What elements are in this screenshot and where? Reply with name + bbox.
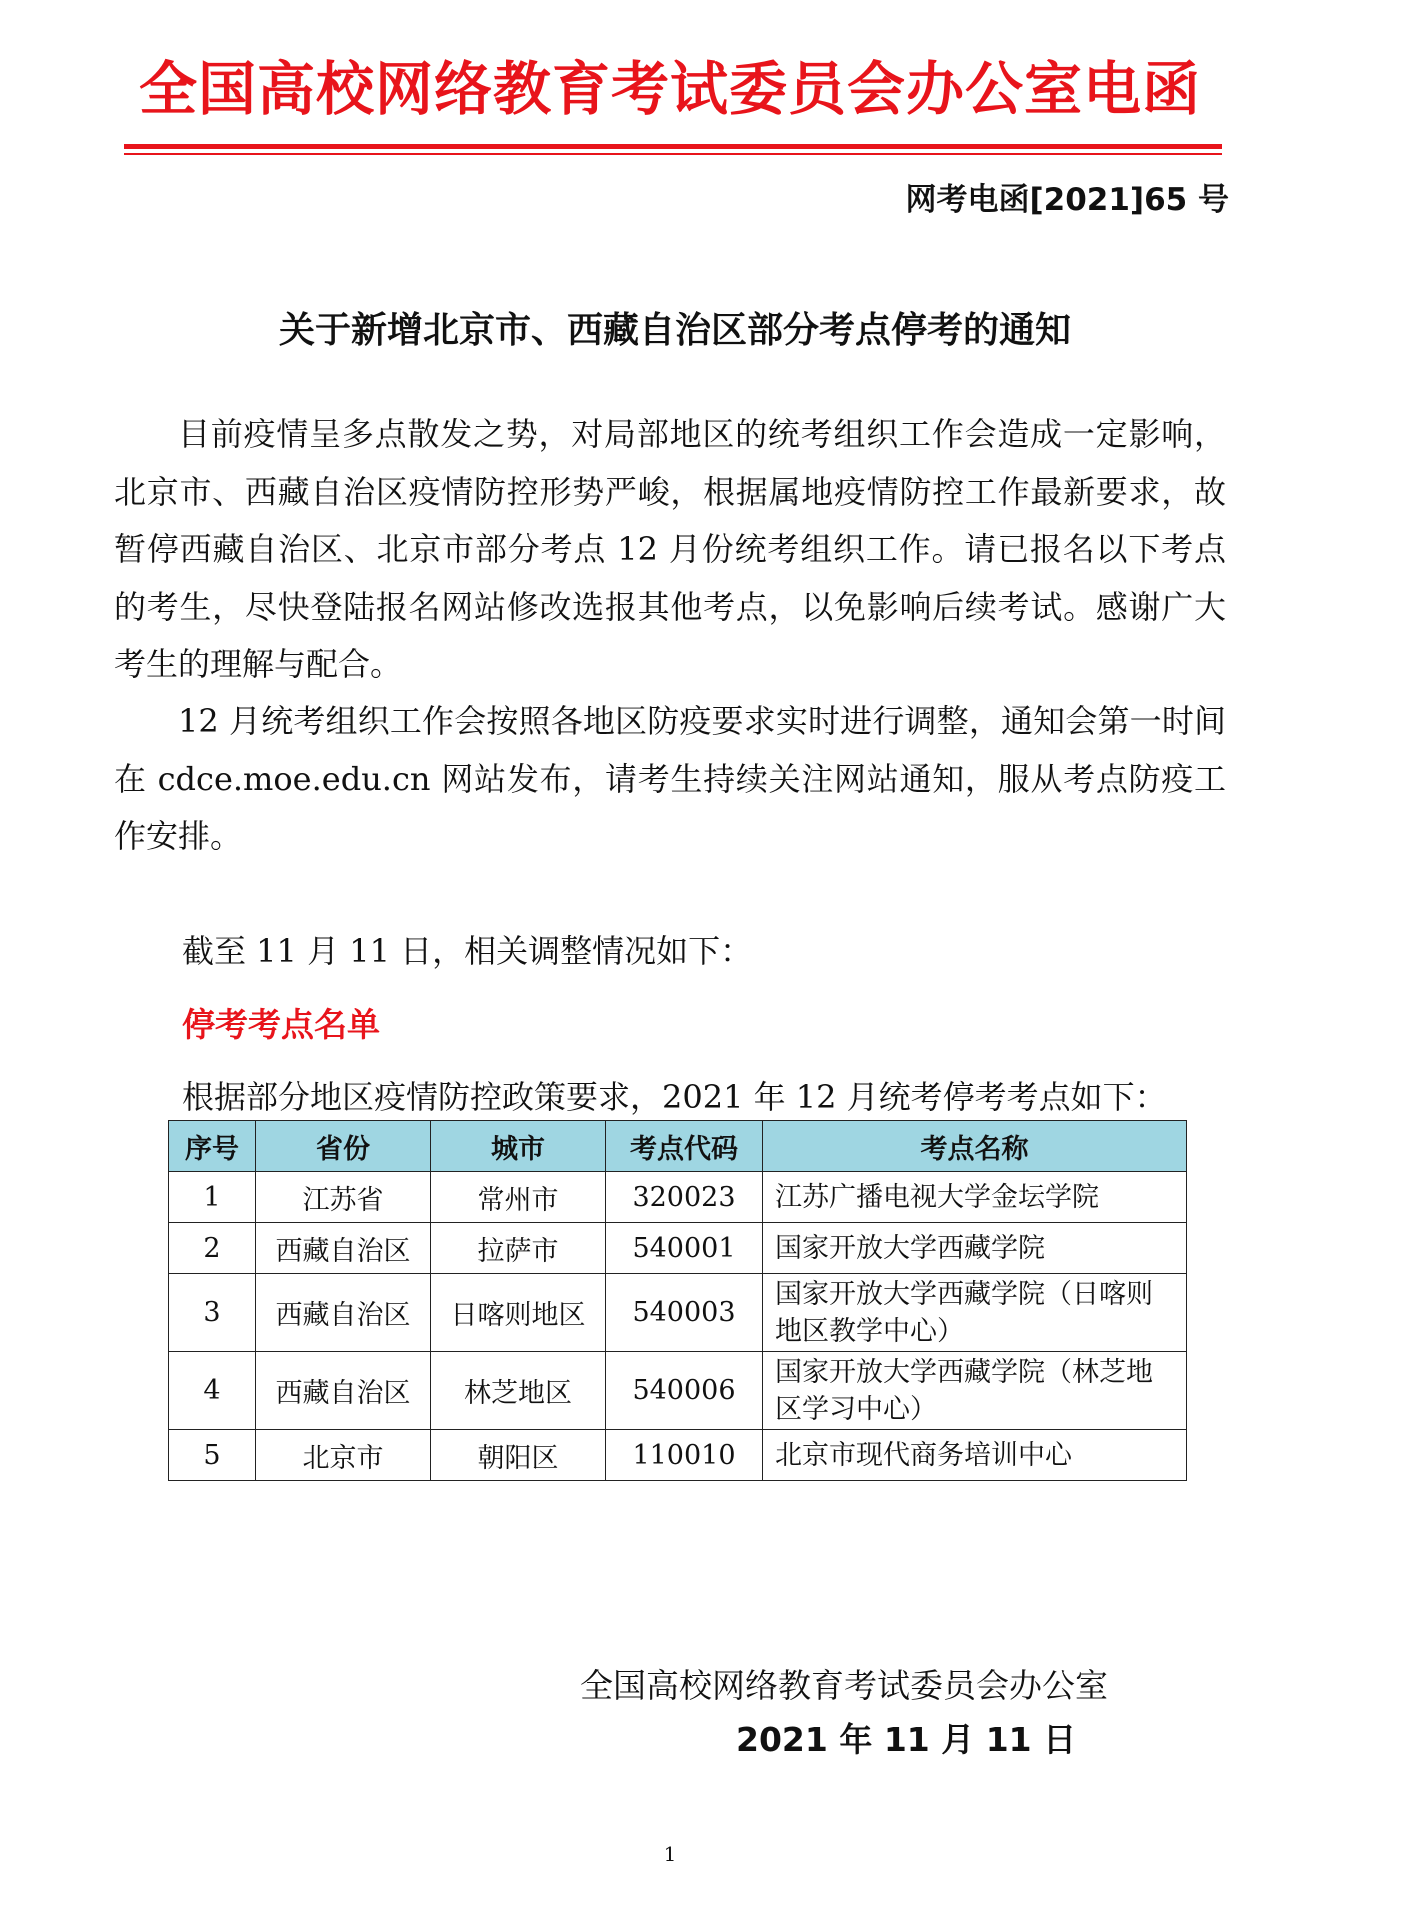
cell-city: 日喀则地区 <box>431 1274 606 1352</box>
table-intro: 根据部分地区疫情防控政策要求，2021 年 12 月统考停考考点如下： <box>182 1078 1167 1116</box>
header-no: 序号 <box>169 1121 256 1172</box>
table-row <box>169 1430 1187 1481</box>
paragraph-2: 12 月统考组织工作会按照各地区防疫要求实时进行调整，通知会第一时间在 cdce.moe.edu.cn 网站发布，请考生持续关注网站通知，服从考点防疫工作安排。 <box>114 702 1226 855</box>
page-number: 1 <box>663 1842 677 1866</box>
header-province: 省份 <box>256 1121 431 1172</box>
paragraph-1: 目前疫情呈多点散发之势，对局部地区的统考组织工作会造成一定影响，北京市、西藏自治区疫情防控形势严峻，根据属地疫情防控工作最新要求，故暂停西藏自治区、北京市部分考点 12 月份统考组织工作。请已报名以下考点的考生，尽快登陆报名网站修改选报其他考点，以免影响后续考试。感谢广大考生的理解与配合。 <box>114 415 1226 683</box>
header-code: 考点代码 <box>606 1121 763 1172</box>
signature-date: 2021 年 11 月 11 日 <box>736 1720 1077 1759</box>
header-city: 城市 <box>431 1121 606 1172</box>
cell-city: 拉萨市 <box>431 1223 606 1274</box>
suspended-sites-table <box>168 1120 1187 1481</box>
cell-code: 540003 <box>606 1274 763 1352</box>
cell-code: 540006 <box>606 1352 763 1430</box>
cell-name: 国家开放大学西藏学院（日喀则地区教学中心） <box>763 1274 1187 1352</box>
cell-name: 北京市现代商务培训中心 <box>763 1430 1187 1481</box>
letterhead-rule-thin <box>124 153 1222 155</box>
as-of-statement: 截至 11 月 11 日，相关调整情况如下： <box>182 932 753 970</box>
table-row <box>169 1352 1187 1430</box>
cell-province: 西藏自治区 <box>256 1352 431 1430</box>
cell-city: 常州市 <box>431 1172 606 1223</box>
letterhead-title: 全国高校网络教育考试委员会办公室电函 <box>138 55 1201 123</box>
cell-city: 朝阳区 <box>431 1430 606 1481</box>
signature-organization: 全国高校网络教育考试委员会办公室 <box>580 1666 1108 1705</box>
cell-province: 西藏自治区 <box>256 1274 431 1352</box>
cell-name: 国家开放大学西藏学院（林芝地区学习中心） <box>763 1352 1187 1430</box>
cell-no: 4 <box>169 1352 256 1430</box>
table-row <box>169 1274 1187 1352</box>
cell-city: 林芝地区 <box>431 1352 606 1430</box>
table-row <box>169 1223 1187 1274</box>
letterhead-rule-thick <box>124 144 1222 149</box>
table-row <box>169 1172 1187 1223</box>
suspended-sites-heading: 停考考点名单 <box>182 1005 380 1044</box>
cell-no: 5 <box>169 1430 256 1481</box>
document-number: 网考电函[2021]65 号 <box>905 182 1229 218</box>
cell-code: 110010 <box>606 1430 763 1481</box>
cell-code: 540001 <box>606 1223 763 1274</box>
cell-province: 西藏自治区 <box>256 1223 431 1274</box>
cell-name: 江苏广播电视大学金坛学院 <box>763 1172 1187 1223</box>
cell-name: 国家开放大学西藏学院 <box>763 1223 1187 1274</box>
cell-no: 3 <box>169 1274 256 1352</box>
cell-no: 1 <box>169 1172 256 1223</box>
header-name: 考点名称 <box>763 1121 1187 1172</box>
table-header-row <box>169 1121 1187 1172</box>
notice-title: 关于新增北京市、西藏自治区部分考点停考的通知 <box>278 310 1071 351</box>
cell-no: 2 <box>169 1223 256 1274</box>
cell-code: 320023 <box>606 1172 763 1223</box>
cell-province: 北京市 <box>256 1430 431 1481</box>
cell-province: 江苏省 <box>256 1172 431 1223</box>
